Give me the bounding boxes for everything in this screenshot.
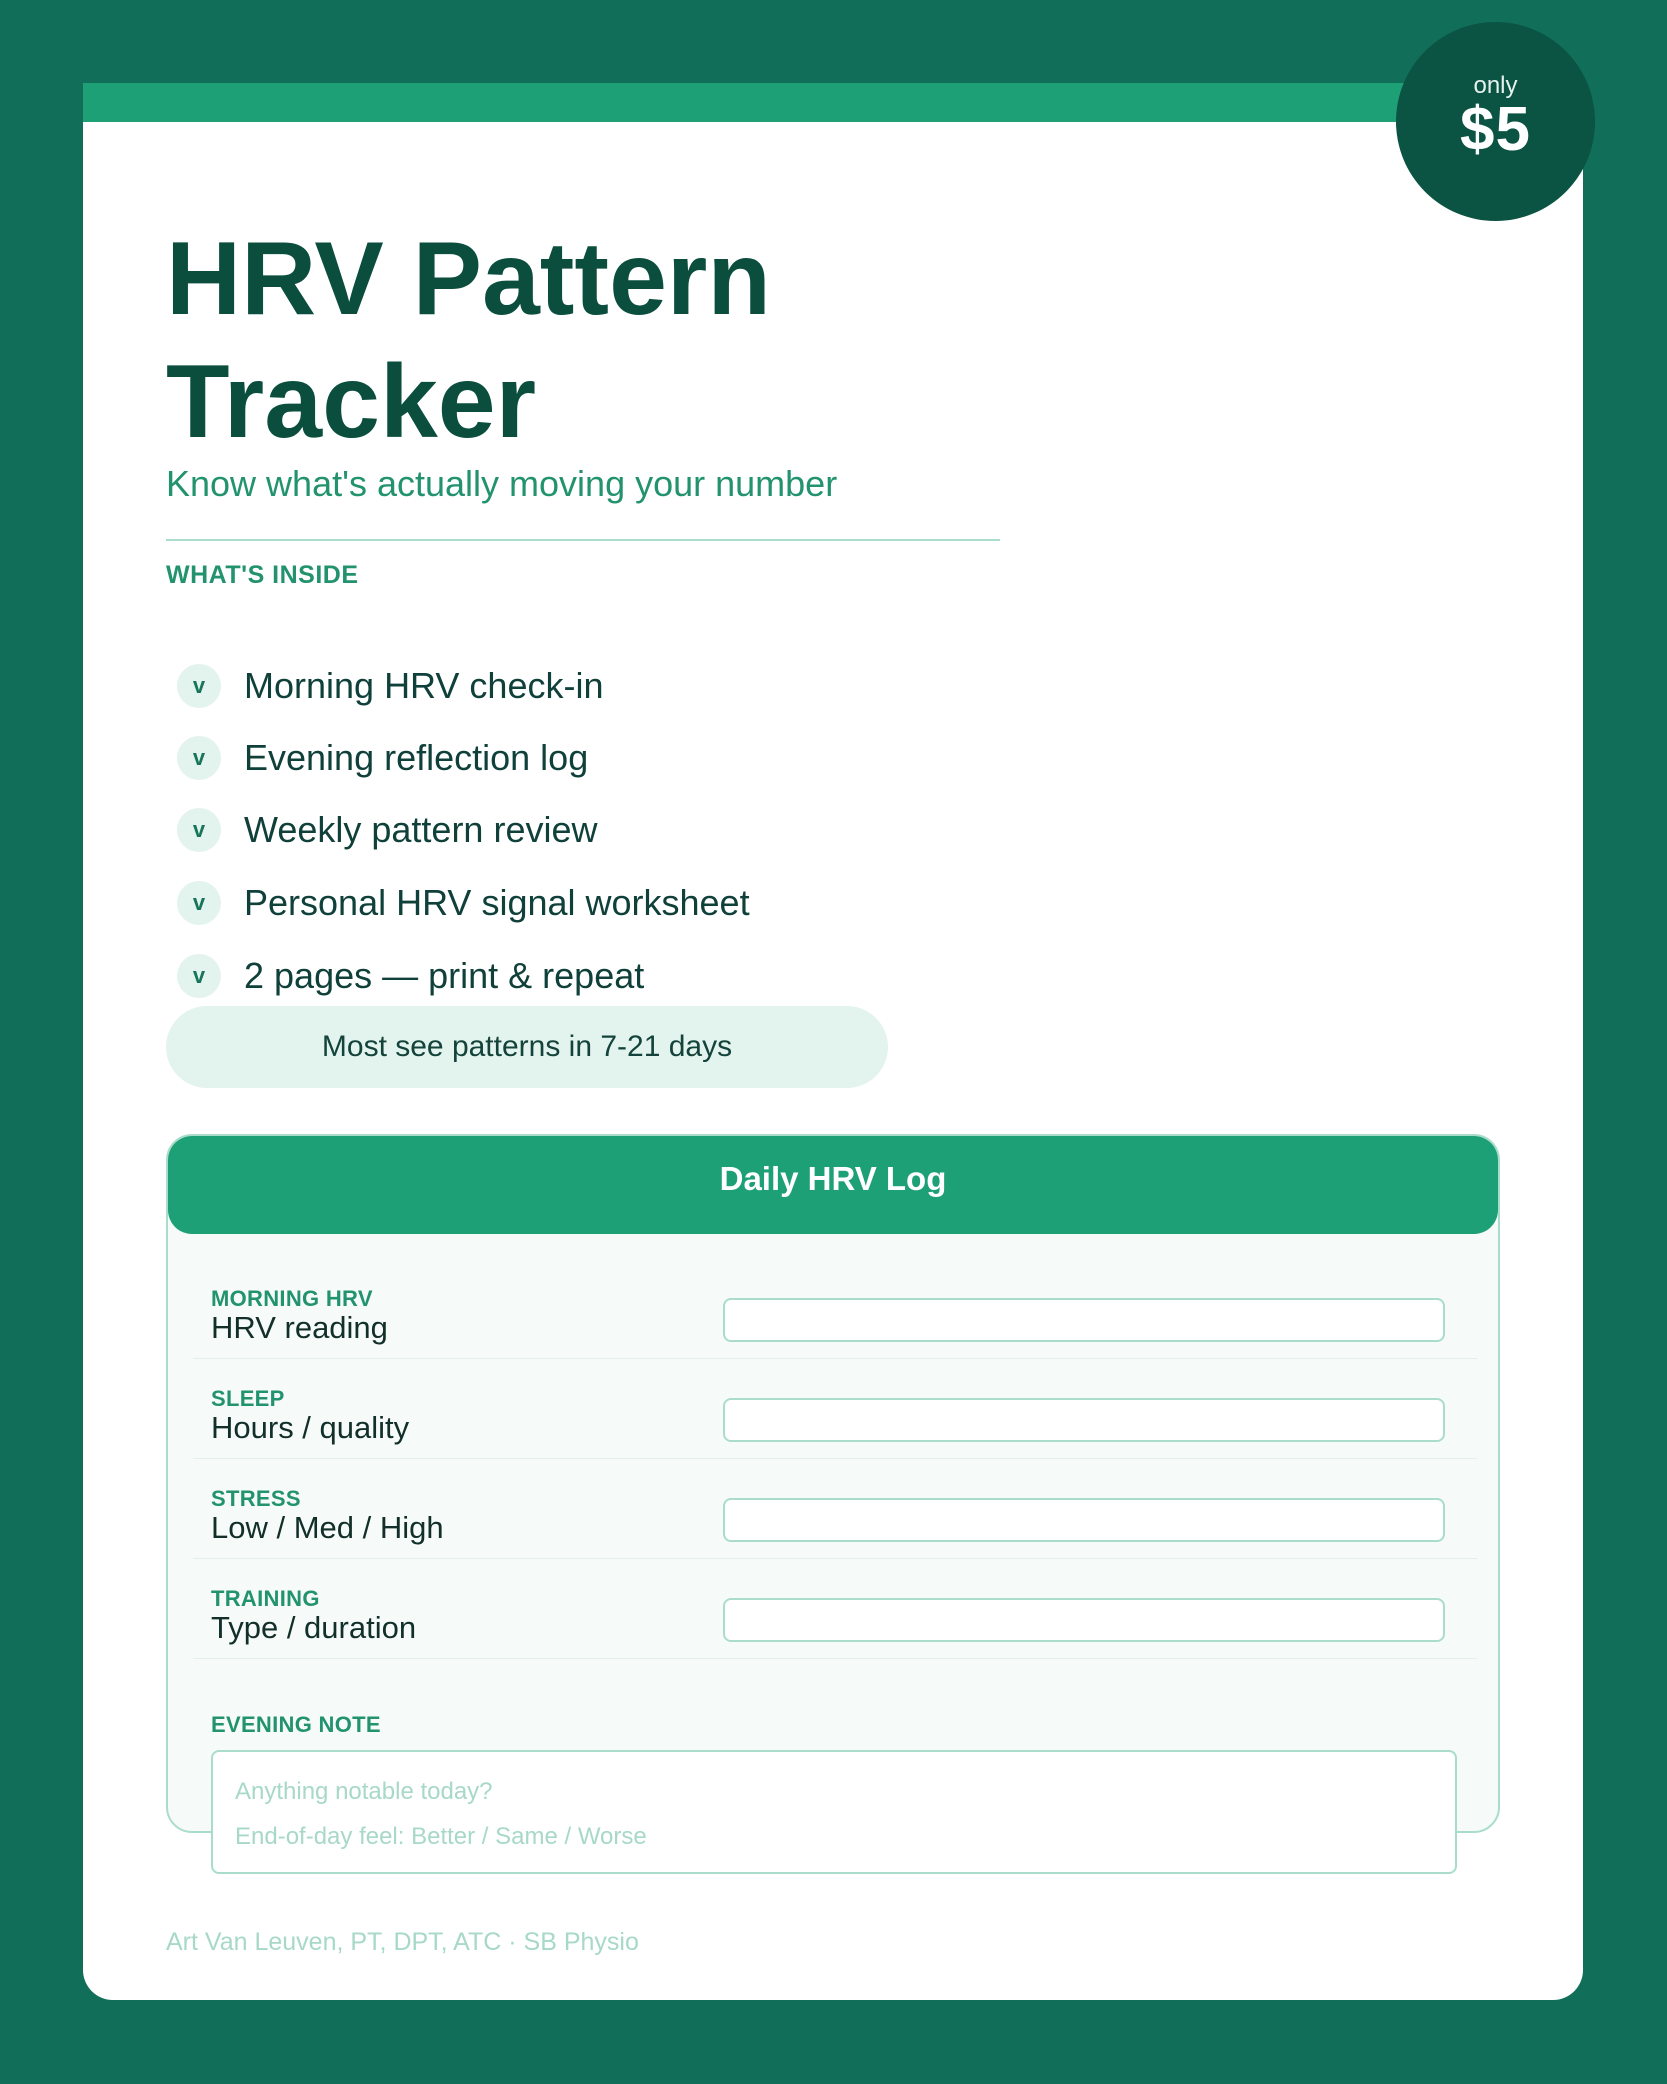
evening-note-label: EVENING NOTE: [211, 1712, 381, 1737]
divider: [166, 539, 1000, 541]
evening-note-prompt: Anything notable today?: [235, 1778, 493, 1805]
list-item-text: Weekly pattern review: [244, 809, 598, 850]
check-icon: v: [177, 954, 221, 998]
training-field[interactable]: [723, 1598, 1445, 1642]
list-item-text: 2 pages — print & repeat: [244, 955, 645, 996]
list-item: [177, 664, 1077, 708]
daily-log-panel: [166, 1134, 1500, 1850]
list-item-text: Morning HRV check-in: [244, 665, 604, 706]
list-item: [177, 954, 1077, 998]
row-label: TRAINING: [211, 1586, 320, 1611]
price-badge: [1396, 22, 1595, 221]
subtitle: Know what's actually moving your number: [166, 463, 838, 504]
row-label: SLEEP: [211, 1386, 285, 1411]
page-title: [166, 218, 1066, 464]
row-label: MORNING HRV: [211, 1286, 373, 1311]
patterns-pill: Most see patterns in 7-21 days: [166, 1006, 888, 1088]
whats-inside-label: WHAT'S INSIDE: [166, 561, 359, 589]
log-row-training: [168, 1586, 1498, 1686]
check-icon: v: [177, 808, 221, 852]
check-icon: v: [177, 664, 221, 708]
list-item-text: Evening reflection log: [244, 737, 589, 778]
row-hint: Low / Med / High: [211, 1510, 444, 1545]
row-label: STRESS: [211, 1486, 301, 1511]
row-divider: [193, 1358, 1477, 1359]
row-divider: [193, 1658, 1477, 1659]
stress-field[interactable]: [723, 1498, 1445, 1542]
list-item: [177, 736, 1077, 780]
title-line-1: HRV Pattern: [166, 221, 771, 337]
list-item-text: Personal HRV signal worksheet: [244, 882, 750, 923]
list-item: [177, 808, 1077, 852]
daily-log-title: Daily HRV Log: [168, 1136, 1498, 1234]
log-row-morning-hrv: [168, 1286, 1498, 1386]
evening-note-feel: End-of-day feel: Better / Same / Worse: [235, 1823, 647, 1850]
row-hint: Type / duration: [211, 1610, 417, 1645]
row-divider: [193, 1458, 1477, 1459]
author-footer: Art Van Leuven, PT, DPT, ATC · SB Physio: [166, 1928, 639, 1956]
list-item: [177, 881, 1077, 925]
log-row-sleep: [168, 1386, 1498, 1486]
morning-hrv-field[interactable]: [723, 1298, 1445, 1342]
card-top-bar: [83, 83, 1583, 122]
evening-note-field[interactable]: [211, 1750, 1457, 1874]
price-amount: $5: [1460, 95, 1531, 164]
title-line-2: Tracker: [166, 344, 537, 460]
check-icon: v: [177, 881, 221, 925]
row-divider: [193, 1558, 1477, 1559]
log-row-stress: [168, 1486, 1498, 1586]
price-prefix: only: [1473, 72, 1518, 99]
check-icon: v: [177, 736, 221, 780]
row-hint: HRV reading: [211, 1310, 388, 1345]
sleep-field[interactable]: [723, 1398, 1445, 1442]
product-card: [83, 83, 1583, 2000]
row-hint: Hours / quality: [211, 1410, 410, 1445]
